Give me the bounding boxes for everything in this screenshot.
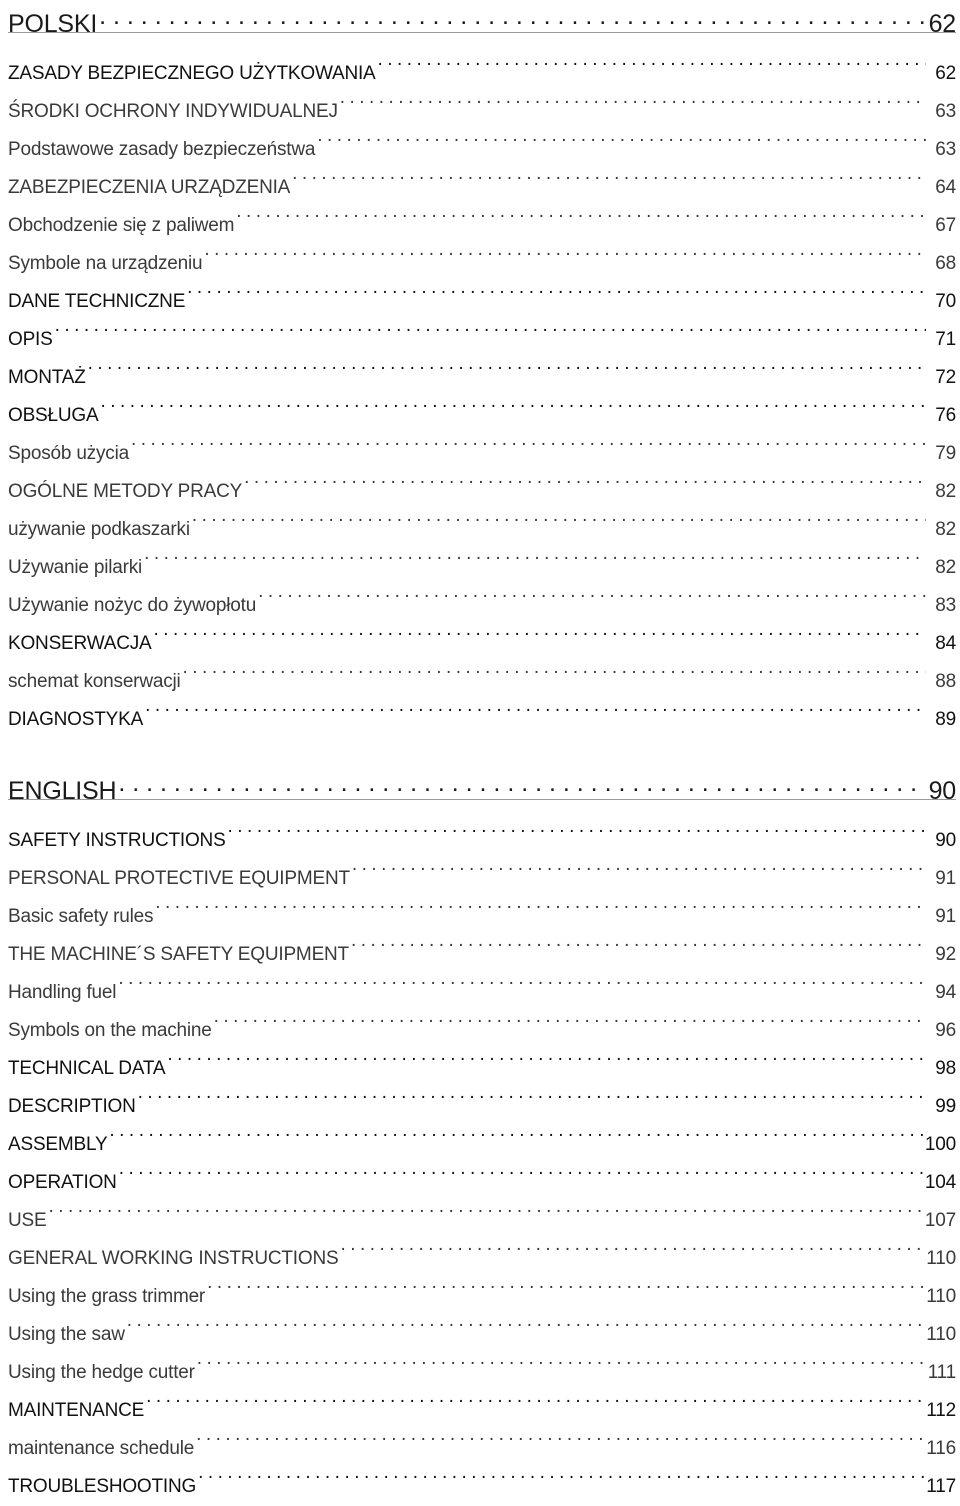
toc-entry-page: 82	[935, 481, 956, 502]
toc-entry[interactable]	[8, 383, 956, 426]
toc-entry[interactable]	[8, 345, 956, 388]
toc-entry-title: maintenance schedule	[8, 1438, 195, 1459]
toc-entry-page: 76	[935, 405, 956, 426]
toc-entry-page: 89	[935, 709, 956, 730]
toc-entry-page: 104	[924, 1172, 956, 1193]
toc-entry-title: THE MACHINE´S SAFETY EQUIPMENT	[8, 944, 349, 965]
toc-entry-page: 84	[935, 633, 956, 654]
toc-entry-title: MONTAŻ	[8, 367, 86, 388]
dot-leader	[138, 1074, 926, 1112]
dot-leader	[192, 497, 926, 535]
dot-leader	[351, 922, 926, 960]
toc-entry[interactable]	[8, 687, 956, 730]
toc-entry-title: Symbole na urządzeniu	[8, 253, 203, 274]
toc-entry-title: OBSŁUGA	[8, 405, 99, 426]
toc-entry-page: 110	[926, 1248, 956, 1269]
section-heading[interactable]	[8, 767, 956, 805]
toc-entry-page: 70	[935, 291, 956, 312]
toc-entry-page: 72	[935, 367, 956, 388]
dot-leader	[99, 0, 926, 32]
toc-entry-title: OPIS	[8, 329, 53, 350]
toc-entry-page: 96	[935, 1020, 956, 1041]
toc-entry-title: Basic safety rules	[8, 906, 154, 927]
section-heading-title: ENGLISH	[8, 777, 117, 805]
toc-entry-page: 92	[935, 944, 956, 965]
toc-entry-page: 116	[926, 1438, 956, 1459]
dot-leader	[244, 459, 926, 497]
toc-entry-page: 79	[935, 443, 956, 464]
dot-leader	[119, 1150, 923, 1188]
dot-leader	[198, 1454, 924, 1492]
toc-entry-title: OPERATION	[8, 1172, 117, 1193]
toc-entry[interactable]	[8, 1188, 956, 1231]
toc-entry[interactable]	[8, 998, 956, 1041]
dot-leader	[340, 1226, 924, 1264]
toc-entry-page: 107	[924, 1210, 956, 1231]
toc-entry[interactable]	[8, 1112, 956, 1155]
toc-entry-title: TECHNICAL DATA	[8, 1058, 166, 1079]
toc-entry[interactable]	[8, 1378, 956, 1421]
dot-leader	[292, 155, 926, 193]
toc-entry[interactable]	[8, 1302, 956, 1345]
dot-leader	[154, 611, 927, 649]
toc-entry[interactable]	[8, 307, 956, 350]
toc-entry[interactable]	[8, 535, 956, 578]
toc-entry[interactable]	[8, 41, 956, 84]
dot-leader	[197, 1340, 926, 1378]
toc-entry-title: Sposób użycia	[8, 443, 129, 464]
toc-entry[interactable]	[8, 808, 956, 851]
dot-leader	[131, 421, 926, 459]
toc-entry-page: 91	[935, 868, 956, 889]
section-heading[interactable]	[8, 0, 956, 38]
dot-leader	[155, 884, 926, 922]
toc-entry-title: ASSEMBLY	[8, 1134, 108, 1155]
toc-entry-title: KONSERWACJA	[8, 633, 152, 654]
section-heading-page: 90	[928, 777, 956, 805]
toc-entry[interactable]	[8, 421, 956, 464]
toc-entry-page: 67	[935, 215, 956, 236]
toc-entry[interactable]	[8, 1416, 956, 1459]
dot-leader	[258, 573, 926, 611]
dot-leader	[109, 1112, 922, 1150]
dot-leader	[214, 998, 926, 1036]
dot-leader	[236, 193, 926, 231]
dot-leader	[167, 1036, 926, 1074]
toc-entry[interactable]	[8, 573, 956, 616]
dot-leader	[146, 1378, 924, 1416]
toc-entry-page: 62	[935, 63, 956, 84]
toc-entry-page: 94	[935, 982, 956, 1003]
toc-entry[interactable]	[8, 1340, 956, 1383]
section-heading-page: 62	[928, 10, 956, 38]
dot-leader	[183, 649, 926, 687]
toc-entry-page: 82	[935, 519, 956, 540]
toc-entry[interactable]	[8, 1226, 956, 1269]
toc-entry-title: ŚRODKI OCHRONY INDYWIDUALNEJ	[8, 101, 338, 122]
toc-entry[interactable]	[8, 1150, 956, 1193]
toc-entry-title: Handling fuel	[8, 982, 117, 1003]
toc-entry-page: 90	[935, 830, 956, 851]
toc-entry-title: Using the grass trimmer	[8, 1286, 206, 1307]
toc-entry-title: Obchodzenie się z paliwem	[8, 215, 235, 236]
dot-leader	[378, 41, 926, 79]
dot-leader	[352, 846, 926, 884]
toc-entry-title: TROUBLESHOOTING	[8, 1476, 197, 1497]
toc-entry-title: SAFETY INSTRUCTIONS	[8, 830, 226, 851]
toc-entry-title: MAINTENANCE	[8, 1400, 145, 1421]
toc-entry-page: 112	[926, 1400, 956, 1421]
dot-leader	[127, 1302, 925, 1340]
toc-entry-title: DIAGNOSTYKA	[8, 709, 144, 730]
toc-entry-page: 117	[926, 1476, 956, 1497]
dot-leader	[317, 117, 926, 155]
dot-leader	[228, 808, 926, 846]
toc-entry-title: USE	[8, 1210, 47, 1231]
dot-leader	[118, 960, 926, 998]
toc-entry-page: 88	[935, 671, 956, 692]
toc-entry-page: 83	[935, 595, 956, 616]
dot-leader	[145, 687, 926, 725]
toc-entry-title: ZASADY BEZPIECZNEGO UŻYTKOWANIA	[8, 63, 376, 84]
dot-leader	[48, 1188, 922, 1226]
dot-leader	[207, 1264, 924, 1302]
toc-entry-page: 71	[935, 329, 956, 350]
toc-entry-title: Using the saw	[8, 1324, 125, 1345]
toc-entry-title: OGÓLNE METODY PRACY	[8, 481, 243, 502]
toc-entry-page: 63	[935, 101, 956, 122]
toc-entry-page: 64	[935, 177, 956, 198]
toc-entry-page: 111	[927, 1362, 956, 1383]
toc-entry-title: Using the hedge cutter	[8, 1362, 195, 1383]
toc-entry-page: 91	[935, 906, 956, 927]
toc-entry-title: GENERAL WORKING INSTRUCTIONS	[8, 1248, 339, 1269]
toc-entry-title: schemat konserwacji	[8, 671, 181, 692]
dot-leader	[55, 307, 926, 345]
toc-entry-title: ZABEZPIECZENIA URZĄDZENIA	[8, 177, 291, 198]
dot-leader	[88, 345, 926, 383]
toc-entry-title: DANE TECHNICZNE	[8, 291, 186, 312]
dot-leader	[144, 535, 926, 573]
toc-entry[interactable]	[8, 1074, 956, 1117]
toc-entry-page: 82	[935, 557, 956, 578]
table-of-contents	[8, 0, 956, 1497]
toc-entry-title: używanie podkaszarki	[8, 519, 190, 540]
dot-leader	[118, 767, 926, 799]
toc-entry-title: Podstawowe zasady bezpieczeństwa	[8, 139, 316, 160]
toc-entry-title: Używanie pilarki	[8, 557, 143, 578]
dot-leader	[340, 79, 926, 117]
toc-entry-page: 99	[935, 1096, 956, 1117]
dot-leader	[187, 269, 926, 307]
toc-entry-page: 68	[935, 253, 956, 274]
toc-entry-page: 63	[935, 139, 956, 160]
section-heading-title: POLSKI	[8, 10, 98, 38]
toc-entry-page: 98	[935, 1058, 956, 1079]
toc-entry-title: DESCRIPTION	[8, 1096, 136, 1117]
toc-entry-title: Symbols on the machine	[8, 1020, 212, 1041]
toc-entry-page: 110	[926, 1286, 956, 1307]
toc-entry[interactable]	[8, 459, 956, 502]
dot-leader	[100, 383, 926, 421]
toc-entry[interactable]	[8, 960, 956, 1003]
toc-entry-title: PERSONAL PROTECTIVE EQUIPMENT	[8, 868, 350, 889]
toc-entry-title: Używanie nożyc do żywopłotu	[8, 595, 257, 616]
dot-leader	[196, 1416, 924, 1454]
toc-entry-page: 100	[924, 1134, 956, 1155]
dot-leader	[204, 231, 926, 269]
toc-entry-page: 110	[926, 1324, 956, 1345]
